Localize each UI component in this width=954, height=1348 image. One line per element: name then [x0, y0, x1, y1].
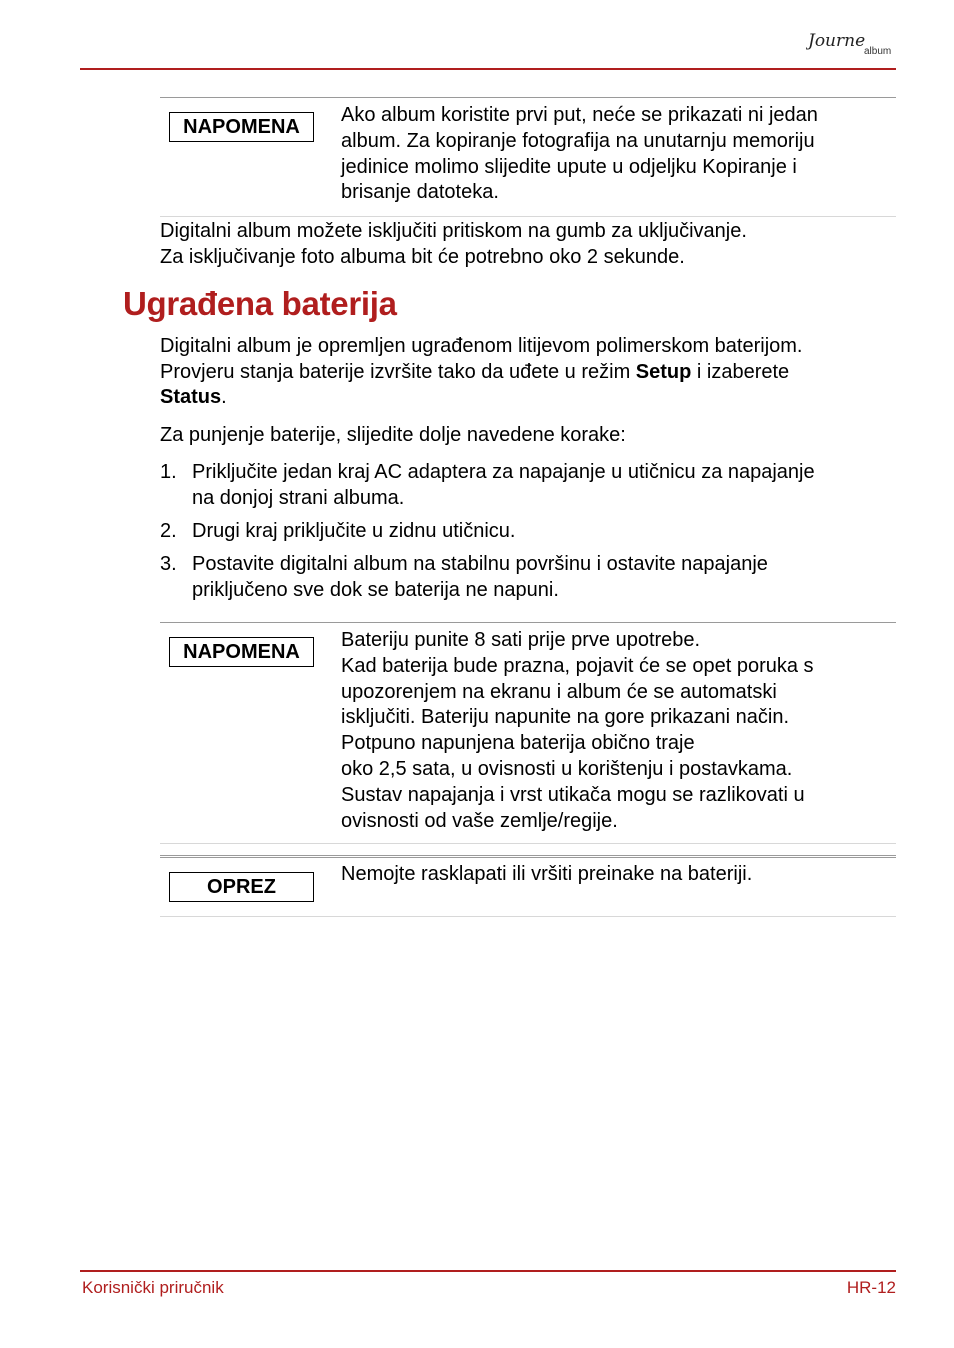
step-text — [192, 460, 896, 511]
charging-intro: Za punjenje baterije, slijedite dolje navedene korake: — [160, 424, 626, 446]
note-line: Sustav napajanja i vrst utikača mogu se razlikovati u — [341, 783, 805, 806]
note-label: NAPOMENA — [169, 637, 314, 667]
logo-sub: album — [864, 46, 892, 57]
note-box-2 — [160, 622, 896, 844]
text-run: i izaberete — [691, 360, 790, 383]
section-heading: Ugrađena baterija — [123, 285, 397, 322]
note-label: NAPOMENA — [169, 112, 314, 142]
step-line: priključeno sve dok se baterija ne napuni. — [192, 578, 559, 601]
step-line: Postavite digitalni album na stabilnu površinu i ostavite napajanje — [192, 553, 768, 575]
caution-label: OPREZ — [169, 872, 314, 902]
intro-line: Za isključivanje foto albuma bit će potrebno oko 2 sekunde. — [160, 245, 685, 268]
note-line: isključiti. Bateriju napunite na gore prikazani način. — [341, 706, 790, 729]
step-text — [192, 552, 896, 603]
note-line: upozorenjem na ekranu i album će se automatski — [341, 680, 777, 703]
note-line: album. Za kopiranje fotografija na unutarnju memoriju — [341, 129, 815, 152]
caution-line: Nemojte rasklapati ili vršiti preinake na bateriji. — [341, 863, 753, 885]
step-number: 1. — [160, 461, 177, 483]
note-line: Potpuno napunjena baterija obično traje — [341, 732, 695, 755]
logo-graphic — [806, 20, 898, 60]
caution-box — [160, 855, 896, 917]
step-number: 2. — [160, 520, 177, 542]
intro-line: Digitalni album možete isključiti pritiskom na gumb za uključivanje. — [160, 220, 747, 242]
note-box-1 — [160, 97, 896, 217]
text-run: . — [221, 386, 227, 408]
step-number: 3. — [160, 553, 177, 575]
header-rule — [80, 68, 896, 70]
note-line: brisanje datoteka. — [341, 181, 499, 204]
step-text — [192, 519, 896, 545]
note-text — [341, 103, 891, 206]
paragraph-line — [160, 385, 896, 411]
step-line: Priključite jedan kraj AC adaptera za napajanje u utičnicu za napajanje — [192, 461, 815, 483]
note-line: ovisnosti od vaše zemlje/regije. — [341, 809, 618, 832]
footer-rule — [80, 1270, 896, 1272]
footer-manual-title: Korisnički priručnik — [82, 1278, 224, 1297]
step-line: na donjoj strani albuma. — [192, 486, 405, 509]
intro-paragraph — [160, 219, 896, 270]
paragraph-line: Digitalni album je opremljen ugrađenom litijevom polimerskom baterijom. — [160, 335, 803, 357]
text-run: Provjeru stanja baterije izvršite tako da uđete u režim — [160, 360, 636, 383]
status-term: Status — [160, 386, 222, 408]
note-line: Bateriju punite 8 sati prije prve upotrebe. — [341, 629, 701, 651]
note-line: Kad baterija bude prazna, pojavit će se opet poruka s — [341, 654, 814, 677]
footer-page-number: HR-12 — [846, 1278, 896, 1297]
note-line: oko 2,5 sata, u ovisnosti u korištenju i postavkama. — [341, 757, 793, 780]
paragraph-line — [160, 360, 896, 386]
setup-term: Setup — [635, 360, 692, 383]
journe-album-logo — [806, 20, 898, 60]
battery-paragraph — [160, 334, 896, 411]
step-line: Drugi kraj priključite u zidnu utičnicu. — [192, 520, 516, 542]
caution-text — [341, 862, 891, 888]
note-line: jedinice molimo slijedite upute u odjeljku Kopiranje i — [341, 155, 797, 178]
note-text — [341, 628, 891, 834]
logo-script: Journe — [808, 31, 866, 51]
note-line: Ako album koristite prvi put, neće se prikazati ni jedan — [341, 104, 818, 126]
